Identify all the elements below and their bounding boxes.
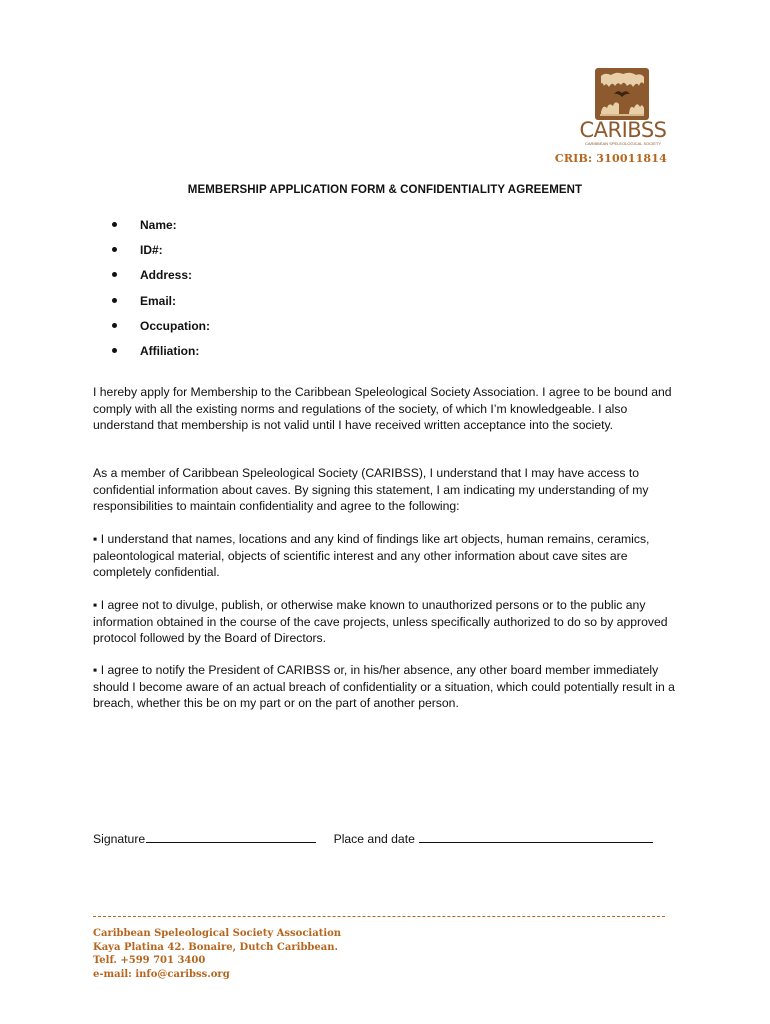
signature-row <box>93 830 653 846</box>
field-label: ID#: <box>140 243 163 258</box>
footer-org: Caribbean Speleological Society Association <box>93 928 342 939</box>
bullet-icon <box>112 323 117 328</box>
field-label: Affiliation: <box>140 343 200 358</box>
field-label: Email: <box>140 293 177 308</box>
footer-contact <box>93 927 341 981</box>
bullet-icon <box>112 272 117 277</box>
field-label: Occupation: <box>140 318 211 333</box>
signature-line[interactable] <box>146 830 316 843</box>
bullet-icon <box>112 298 117 303</box>
application-statement: I hereby apply for Membership to the Caribbean Speleological Society Association. I agree to be bound and comply with all the existing norms and regulations of the society, of which I’m knowledgeable. I also understand that membership is not valid until I have received written acceptance into the society. <box>93 385 672 432</box>
field-label: Address: <box>140 268 193 283</box>
crib-number: CRIB: 310011814 <box>554 152 667 165</box>
field-label: Name: <box>140 218 177 232</box>
footer-divider <box>93 916 665 917</box>
logo-subtitle: CARIBBEAN SPELEOLOGICAL SOCIETY <box>584 141 662 146</box>
cave-bat-icon <box>595 68 649 120</box>
confidentiality-clause-3: ▪ I agree to notify the President of CARIBSS or, in his/her absence, any other board member immediately should I become aware of an actual breach of confidentiality or a situation, which could potentially result in a breach, whether this be on my part or on the part of another person. <box>93 663 675 710</box>
logo-wordmark: CARIBSS <box>579 118 667 142</box>
confidentiality-clause-1: ▪ I understand that names, locations and any kind of findings like art objects, human remains, ceramics, paleontological material, objects of scientific interest and any other information about cave sites are completely confidential. <box>93 532 650 579</box>
page-title: MEMBERSHIP APPLICATION FORM & CONFIDENTIALITY AGREEMENT <box>187 184 583 196</box>
bullet-icon <box>112 222 117 227</box>
bullet-icon <box>112 348 117 353</box>
place-date-label: Place and date <box>333 832 415 846</box>
signature-label: Signature <box>93 832 146 846</box>
footer-address: Kaya Platina 42. Bonaire, Dutch Caribbean. <box>93 941 339 953</box>
place-date-line[interactable] <box>419 830 653 843</box>
confidentiality-intro: As a member of Caribbean Speleological Society (CARIBSS), I understand that I may have access to confidential information about caves. By signing this statement, I am indicating my understanding of my responsibilities to maintain confidentiality and agree to the following: <box>93 466 649 513</box>
confidentiality-clause-2: ▪ I agree not to divulge, publish, or otherwise make known to unauthorized persons or to the public any information obtained in the course of the cave projects, unless specifically authorized to do so by approved protocol followed by the Board of Directors. <box>93 598 668 645</box>
footer-phone: Telf. +599 701 3400 <box>93 955 206 966</box>
footer-email[interactable]: e-mail: info@caribss.org <box>93 968 230 980</box>
bullet-icon <box>112 247 117 252</box>
